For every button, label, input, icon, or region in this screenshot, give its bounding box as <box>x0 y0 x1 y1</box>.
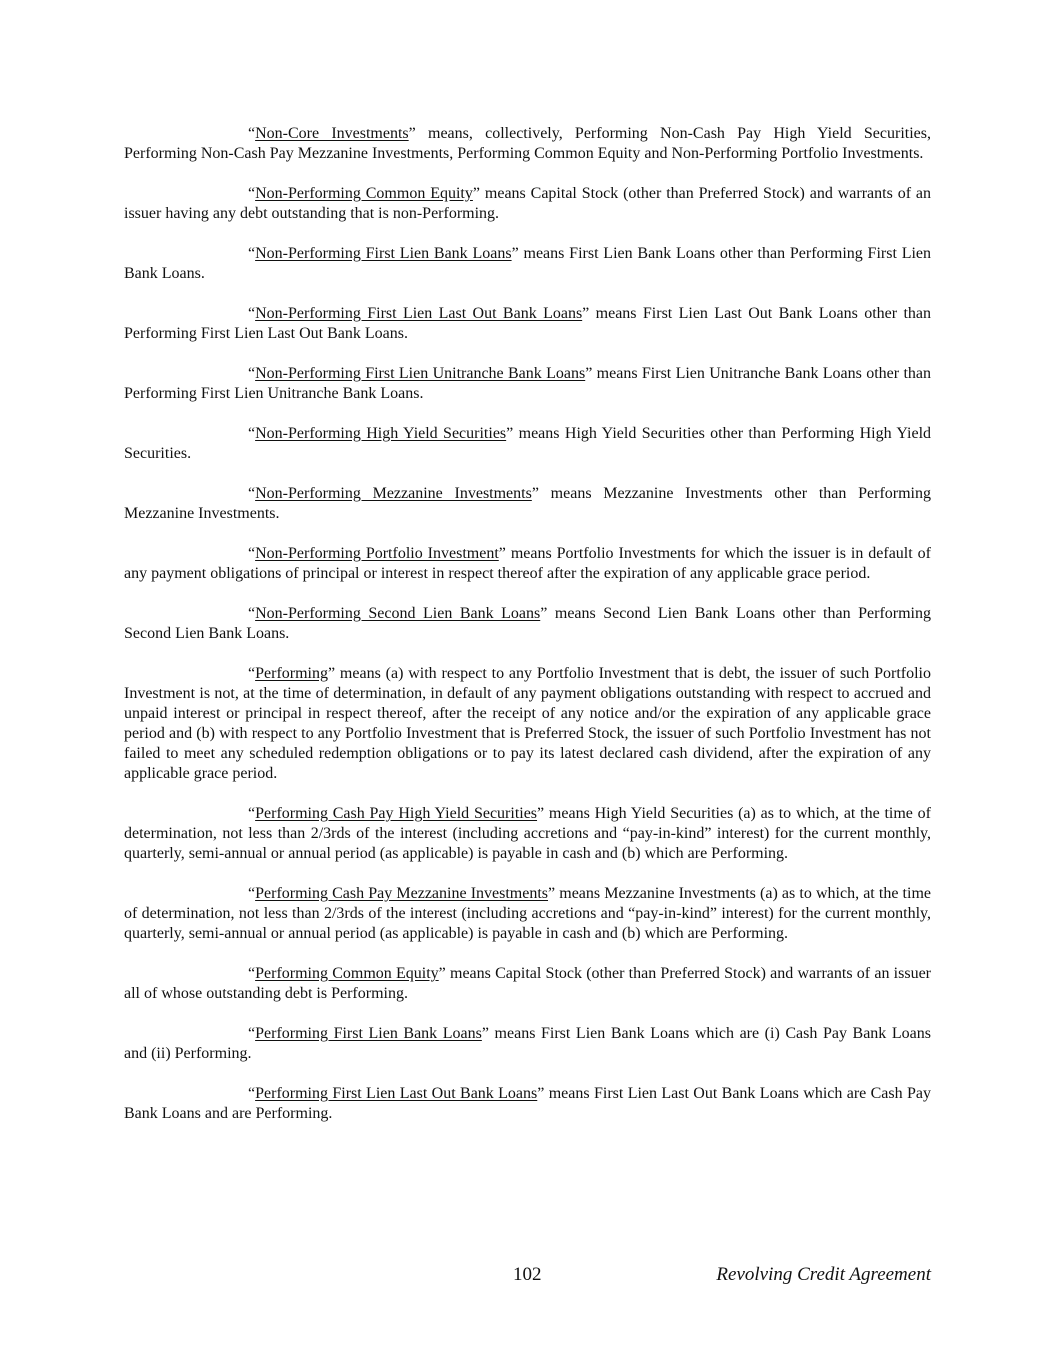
defined-term: Non-Performing First Lien Unitranche Bank Loans <box>255 365 586 382</box>
definition-text: means First Lien Unitranche Bank Loans other than Performing First Lien Unitranche Bank Loans. <box>124 365 932 402</box>
definition-text: means Mezzanine Investments (a) as to which, at the time of determination, not less than 2/3rds of the interest (including accretions and “pay-in-kind” interest) for the current monthly, quarterly, semi-annual or annual period (as applicable) is payable in cash and (b) which are Performing. <box>124 885 931 942</box>
definition-paragraph: “Non-Performing First Lien Unitranche Bank Loans” means First Lien Unitranche Bank Loans other than Performing First Lien Unitranche Bank Loans. <box>124 365 932 402</box>
definition-text: means Second Lien Bank Loans other than Performing Second Lien Bank Loans. <box>124 605 931 642</box>
defined-term: Performing Common Equity <box>255 965 439 982</box>
definition-paragraph: “Performing Cash Pay Mezzanine Investments” means Mezzanine Investments (a) as to which, at the time of determination, not less than 2/3rds of the interest (including accretions and “pay-in-kind” interest) for the current monthly, quarterly, semi-annual or annual period (as applicable) is payable in cash and (b) which are Performing. <box>124 885 931 942</box>
definition-paragraph: “Performing” means (a) with respect to any Portfolio Investment that is debt, the issuer of such Portfolio Investment is not, at the time of determination, in default of any payment obligations outstanding with respect to accrued and unpaid interest or principal in respect thereof, after the receipt of any notice and/or the expiration of any applicable grace period and (b) with respect to any Portfolio Investment that is Preferred Stock, the issuer of such Portfolio Investment has not failed to meet any scheduled redemption obligations or to pay its latest declared cash dividend, after the expiration of any applicable grace period. <box>124 665 931 782</box>
definition-text: means Mezzanine Investments other than Performing Mezzanine Investments. <box>124 485 931 522</box>
document-title: Revolving Credit Agreement <box>716 1264 931 1285</box>
definition-text: means High Yield Securities other than Performing High Yield Securities. <box>124 425 932 462</box>
definition-text: means Portfolio Investments for which the issuer is in default of any payment obligations of principal or interest in respect thereof after the expiration of any applicable grace period. <box>124 545 931 582</box>
defined-term: Non-Performing Second Lien Bank Loans <box>255 605 541 622</box>
defined-term: Non-Performing First Lien Bank Loans <box>255 245 512 262</box>
defined-term: Non-Performing Common Equity <box>255 185 473 202</box>
definition-paragraph: “Non-Performing Common Equity” means Capital Stock (other than Preferred Stock) and warrants of an issuer having any debt outstanding that is non-Performing. <box>124 185 932 222</box>
defined-term: Non-Performing First Lien Last Out Bank Loans <box>255 305 583 322</box>
definition-text: means First Lien Last Out Bank Loans other than Performing First Lien Last Out Bank Loans. <box>124 305 931 342</box>
definition-paragraph: “Non-Performing Mezzanine Investments” means Mezzanine Investments other than Performing Mezzanine Investments. <box>124 485 931 522</box>
document-body <box>124 124 931 1144</box>
definition-text: means First Lien Bank Loans other than Performing First Lien Bank Loans. <box>124 245 932 282</box>
defined-term: Performing First Lien Bank Loans <box>255 1025 482 1042</box>
definition-paragraph: “Non-Performing Portfolio Investment” means Portfolio Investments for which the issuer is in default of any payment obligations of principal or interest in respect thereof after the expiration of any applicable grace period. <box>124 545 931 582</box>
definition-paragraph: “Non-Performing Second Lien Bank Loans” means Second Lien Bank Loans other than Performing Second Lien Bank Loans. <box>124 605 931 642</box>
definition-text: means, collectively, Performing Non-Cash Pay High Yield Securities, Performing Non-Cash Pay Mezzanine Investments, Performing Common Equity and Non-Performing Portfolio Investments. <box>124 125 932 162</box>
definition-paragraph: “Non-Core Investments” means, collectively, Performing Non-Cash Pay High Yield Securities, Performing Non-Cash Pay Mezzanine Investments, Performing Common Equity and Non-Performing Portfolio Investments. <box>124 125 932 162</box>
definition-text: means (a) with respect to any Portfolio Investment that is debt, the issuer of such Portfolio Investment is not, at the time of determination, in default of any payment obligations outstanding with respect to accrued and unpaid interest or principal in respect thereof, after the receipt of any notice and/or the expiration of any applicable grace period and (b) with respect to any Portfolio Investment that is Preferred Stock, the issuer of such Portfolio Investment has not failed to meet any scheduled redemption obligations or to pay its latest declared cash dividend, after the expiration of any applicable grace period. <box>124 665 931 782</box>
defined-term: Non-Core Investments <box>255 125 409 142</box>
defined-term: Performing Cash Pay Mezzanine Investments <box>255 885 549 902</box>
definition-text: means Capital Stock (other than Preferred Stock) and warrants of an issuer having any debt outstanding that is non-Performing. <box>124 185 932 222</box>
defined-term: Performing First Lien Last Out Bank Loans <box>255 1085 538 1102</box>
page-number: 102 <box>513 1264 542 1285</box>
defined-term: Non-Performing Mezzanine Investments <box>255 485 532 502</box>
definition-paragraph: “Non-Performing First Lien Last Out Bank Loans” means First Lien Last Out Bank Loans other than Performing First Lien Last Out Bank Loans. <box>124 305 931 342</box>
defined-term: Non-Performing Portfolio Investment <box>255 545 499 562</box>
definition-paragraph: “Performing Cash Pay High Yield Securities” means High Yield Securities (a) as to which, at the time of determination, not less than 2/3rds of the interest (including accretions and “pay-in-kind” interest) for the current monthly, quarterly, semi-annual or annual period (as applicable) is payable in cash and (b) which are Performing. <box>124 805 932 862</box>
definition-paragraph: “Non-Performing High Yield Securities” means High Yield Securities other than Performing High Yield Securities. <box>124 425 932 462</box>
definition-paragraph: “Performing Common Equity” means Capital Stock (other than Preferred Stock) and warrants of an issuer all of whose outstanding debt is Performing. <box>124 965 932 1002</box>
definition-paragraph: “Non-Performing First Lien Bank Loans” means First Lien Bank Loans other than Performing First Lien Bank Loans. <box>124 245 932 282</box>
definition-text: means Capital Stock (other than Preferred Stock) and warrants of an issuer all of whose outstanding debt is Performing. <box>124 965 932 1002</box>
definition-paragraph: “Performing First Lien Last Out Bank Loans” means First Lien Last Out Bank Loans which are Cash Pay Bank Loans and are Performing. <box>124 1085 931 1122</box>
defined-term: Performing <box>255 665 328 682</box>
defined-term: Performing Cash Pay High Yield Securities <box>255 805 538 822</box>
defined-term: Non-Performing High Yield Securities <box>255 425 507 442</box>
definition-paragraph: “Performing First Lien Bank Loans” means First Lien Bank Loans which are (i) Cash Pay Bank Loans and (ii) Performing. <box>124 1025 931 1062</box>
definition-text: means High Yield Securities (a) as to which, at the time of determination, not less than 2/3rds of the interest (including accretions and “pay-in-kind” interest) for the current monthly, quarterly, semi-annual or annual period (as applicable) is payable in cash and (b) which are Performing. <box>124 805 932 862</box>
definition-text: means First Lien Bank Loans which are (i) Cash Pay Bank Loans and (ii) Performing. <box>124 1025 931 1062</box>
definition-text: means First Lien Last Out Bank Loans which are Cash Pay Bank Loans and are Performing. <box>124 1085 931 1122</box>
page-footer <box>124 1264 931 1290</box>
